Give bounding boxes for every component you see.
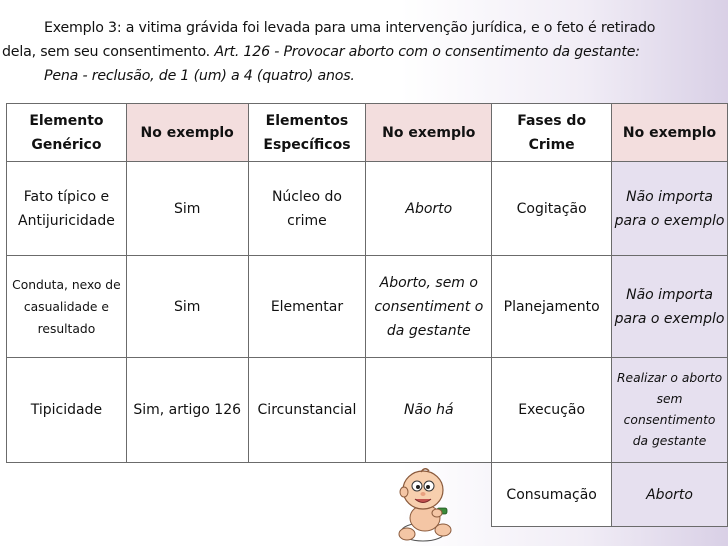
intro-line-2-normal: dela, sem seu consentimento. [2, 44, 215, 60]
crime-elements-table [6, 103, 728, 527]
header-no-exemplo-1: No exemplo [126, 104, 248, 162]
table-cell: Consumação [492, 463, 612, 527]
penalty-text: Pena - reclusão, de 1 (um) a 4 (quatro) anos. [44, 68, 355, 84]
table-cell: Não importa para o exemplo [612, 256, 728, 358]
intro-line-3 [0, 64, 720, 88]
table-cell: Planejamento [492, 256, 612, 358]
intro-line-1: Exemplo 3: a vitima grávida foi levada para uma intervenção jurídica, e o feto é retirado [44, 20, 656, 36]
table-cell: Conduta, nexo de casualidade e resultado [7, 256, 127, 358]
header-no-exemplo-2: No exemplo [366, 104, 492, 162]
table-row [7, 358, 728, 463]
table-cell [248, 463, 366, 527]
baby-cartoon-icon [393, 466, 463, 544]
table-cell: Cogitação [492, 162, 612, 256]
table-row [7, 256, 728, 358]
header-fases-do-crime: Fases do Crime [492, 104, 612, 162]
table-header-row [7, 104, 728, 162]
table-cell: Tipicidade [7, 358, 127, 463]
header-elemento-generico: Elemento Genérico [7, 104, 127, 162]
table-cell: Aborto [612, 463, 728, 527]
table-cell: Execução [492, 358, 612, 463]
table-cell [126, 463, 248, 527]
table-cell: Sim [126, 256, 248, 358]
table-cell: Aborto, sem o consentiment o da gestante [366, 256, 492, 358]
header-no-exemplo-3: No exemplo [612, 104, 728, 162]
table-row [7, 463, 728, 527]
table-cell: Não importa para o exemplo [612, 162, 728, 256]
table-cell [7, 463, 127, 527]
table-cell: Não há [366, 358, 492, 463]
table-cell: Circunstancial [248, 358, 366, 463]
table-cell: Aborto [366, 162, 492, 256]
article-text: Art. 126 - Provocar aborto com o consentimento da gestante: [214, 44, 640, 60]
table-cell: Núcleo do crime [248, 162, 366, 256]
table-cell: Elementar [248, 256, 366, 358]
table-cell: Sim [126, 162, 248, 256]
table-cell: Realizar o aborto sem consentimento da gestante [612, 358, 728, 463]
header-elementos-especificos: Elementos Específicos [248, 104, 366, 162]
table-cell: Fato típico e Antijuricidade [7, 162, 127, 256]
table-cell: Sim, artigo 126 [126, 358, 248, 463]
intro-line-2 [0, 40, 720, 64]
intro-text [0, 16, 720, 88]
table-row [7, 162, 728, 256]
